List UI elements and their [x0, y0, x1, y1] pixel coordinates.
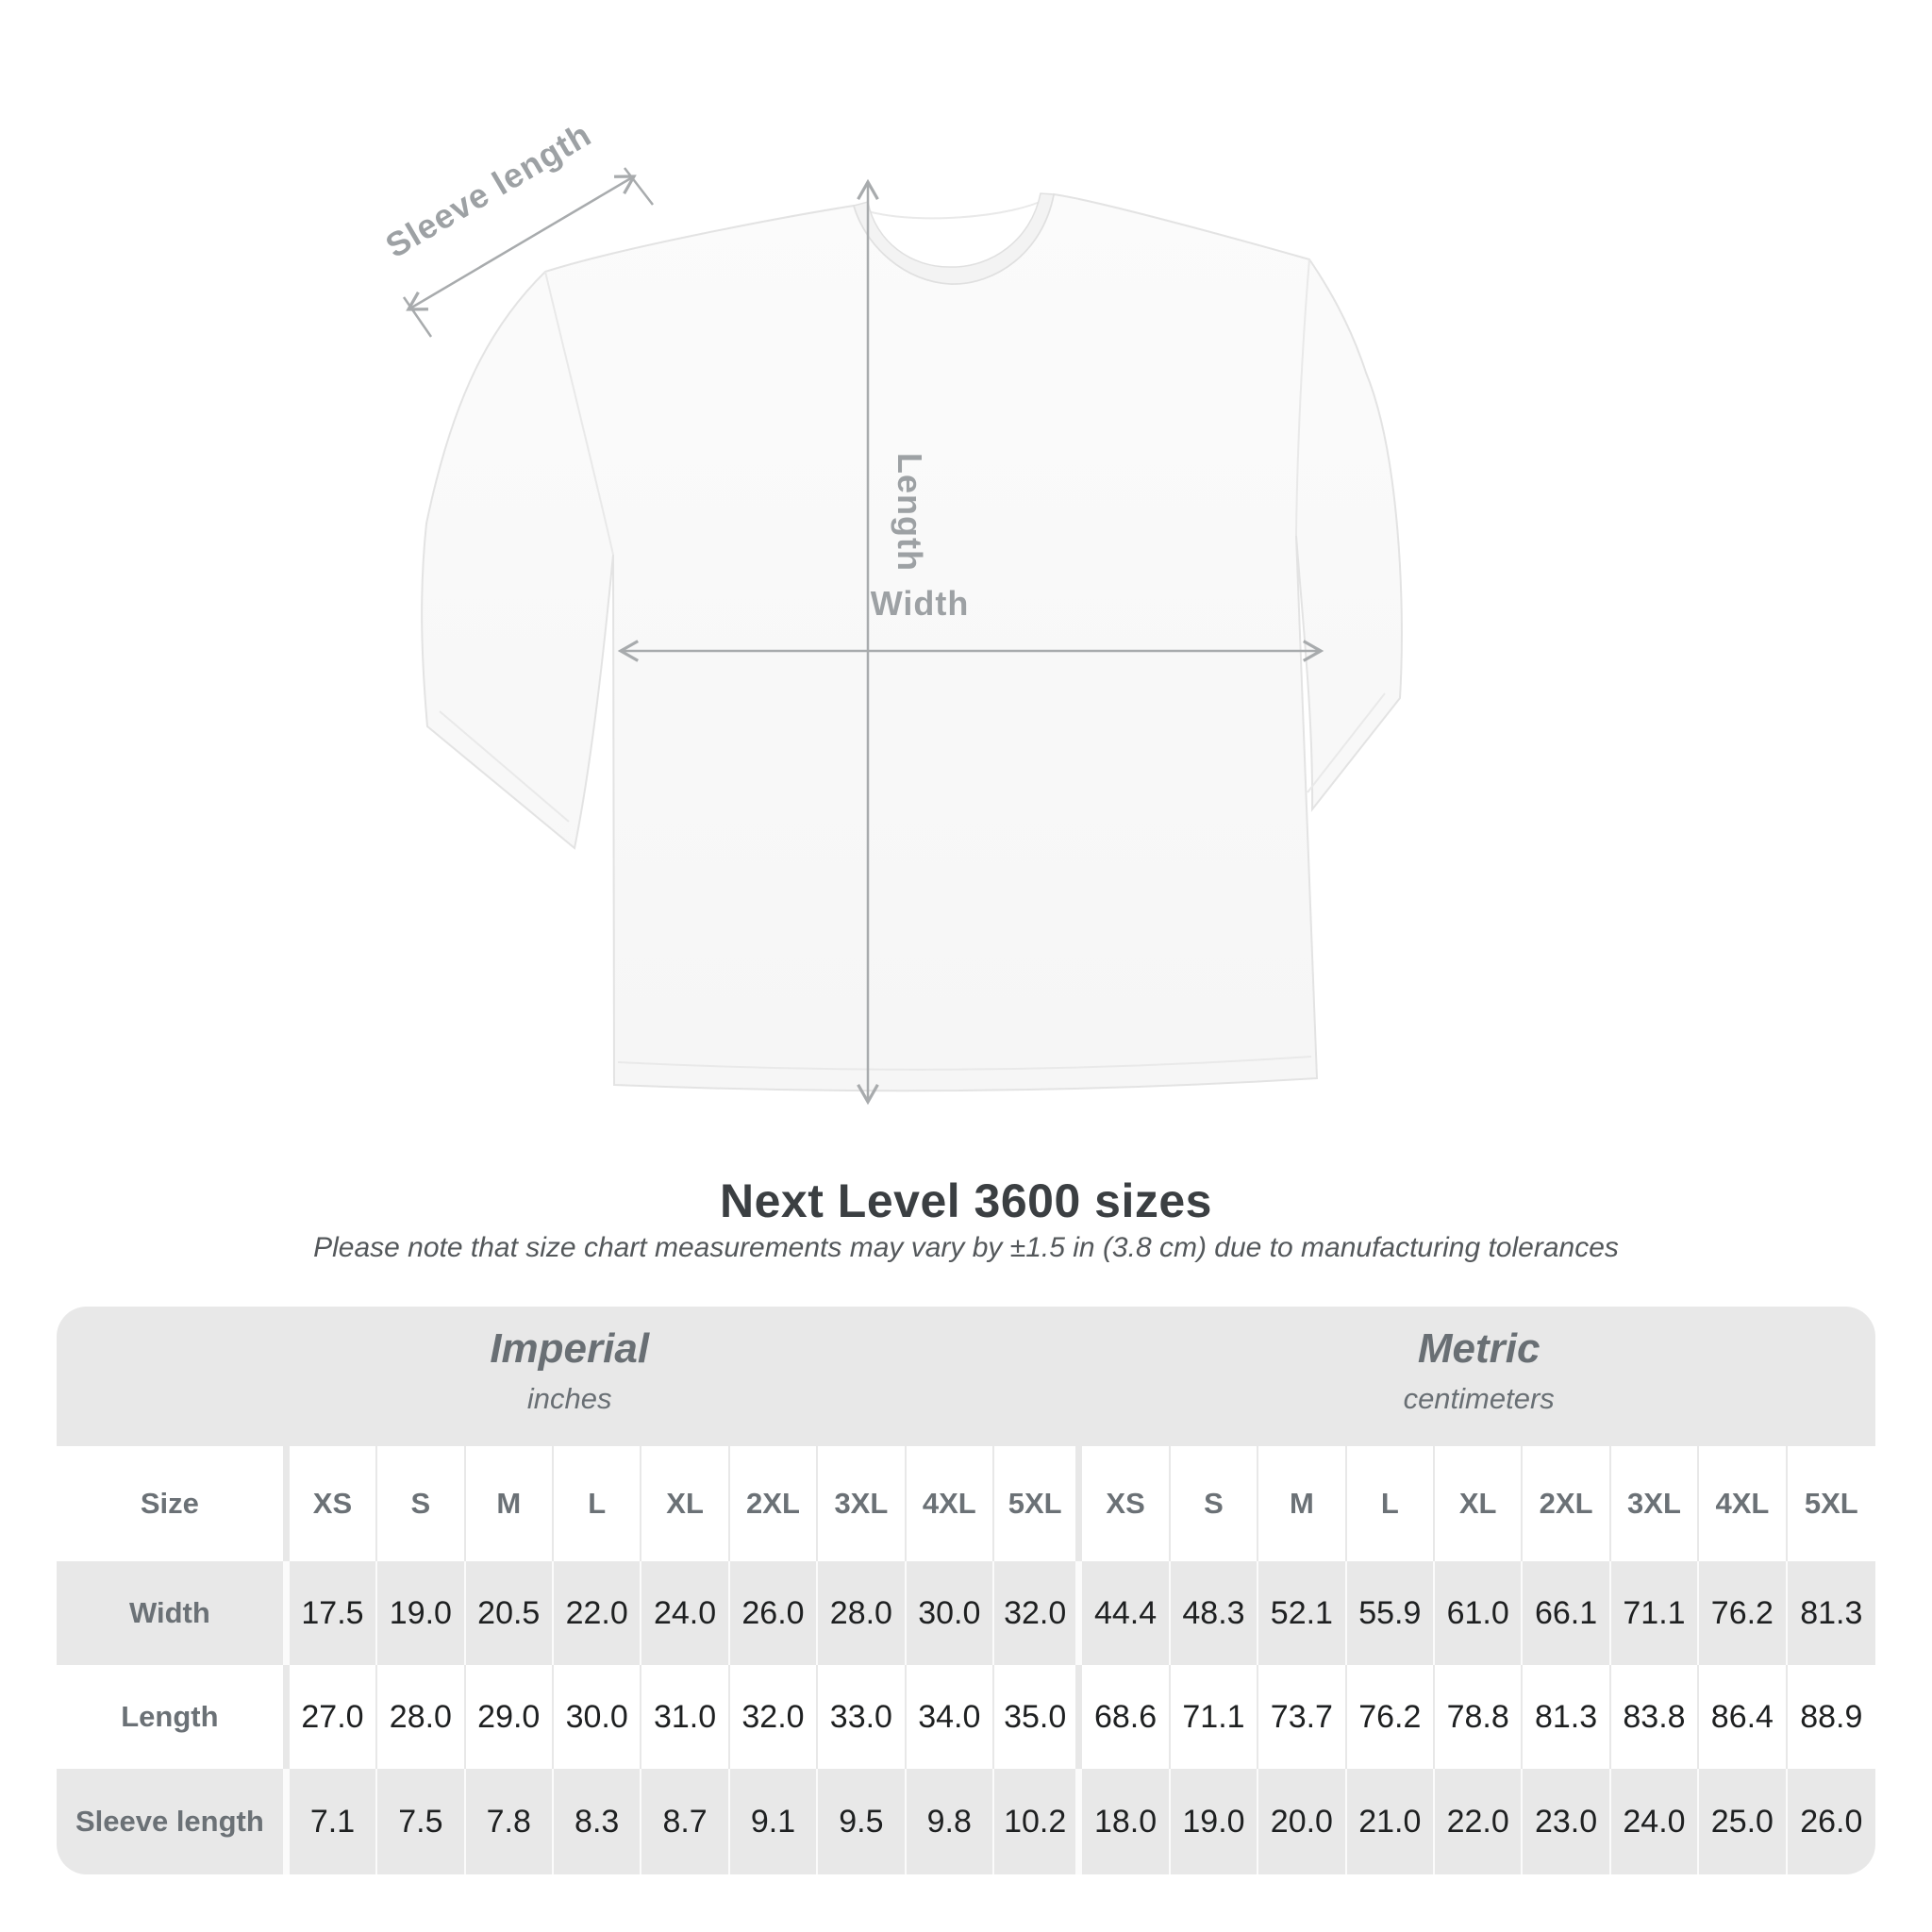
table-cell: 9.8	[907, 1769, 994, 1874]
size-col-header: 4XL	[907, 1446, 994, 1561]
table-cell: 26.0	[1800, 1803, 1863, 1840]
size-col-header: 3XL	[818, 1446, 906, 1561]
table-row	[57, 1769, 1875, 1874]
table-cell: 76.2	[1347, 1665, 1435, 1769]
page-title: Next Level 3600 sizes	[720, 1174, 1212, 1227]
corner-size-label: Size	[57, 1446, 290, 1561]
table-cell: 8.7	[641, 1769, 729, 1874]
size-col-header: 5XL	[1804, 1487, 1858, 1520]
table-cell: 20.0	[1258, 1769, 1346, 1874]
row-label: Length	[57, 1665, 290, 1769]
table-cell: 26.0	[730, 1561, 818, 1665]
row-label: Sleeve length	[57, 1769, 290, 1874]
table-cell: 52.1	[1258, 1561, 1346, 1665]
table-cell: 71.1	[1611, 1561, 1699, 1665]
unit-header-imperial	[57, 1307, 1082, 1446]
table-cell: 83.8	[1611, 1665, 1699, 1769]
table-cell: 17.5	[290, 1561, 377, 1665]
size-col-header: XL	[1435, 1446, 1523, 1561]
table-row	[57, 1561, 1875, 1665]
tolerance-note: Please note that size chart measurements may vary by ±1.5 in (3.8 cm) due to manufacturing tolerances	[313, 1232, 1619, 1263]
table-cell: 33.0	[818, 1665, 906, 1769]
table-cell: 19.0	[1171, 1769, 1258, 1874]
table-cell: 20.5	[466, 1561, 554, 1665]
table-cell: 48.3	[1171, 1561, 1258, 1665]
table-cell: 61.0	[1435, 1561, 1523, 1665]
table-cell: 28.0	[377, 1665, 465, 1769]
metric-label: Metric	[1417, 1325, 1541, 1372]
table-cell: 81.3	[1800, 1594, 1863, 1631]
size-col-header: 5XL	[994, 1446, 1082, 1561]
table-cell: 18.0	[1082, 1769, 1170, 1874]
table-cell: 86.4	[1699, 1665, 1787, 1769]
table-cell: 24.0	[641, 1561, 729, 1665]
size-col-header: 4XL	[1699, 1446, 1787, 1561]
table-cell: 31.0	[641, 1665, 729, 1769]
size-col-header: 2XL	[730, 1446, 818, 1561]
table-cell: 23.0	[1523, 1769, 1610, 1874]
table-cell: 30.0	[907, 1561, 994, 1665]
table-cell: 8.3	[554, 1769, 641, 1874]
table-cell: 10.2	[994, 1769, 1082, 1874]
table-cell: 32.0	[730, 1665, 818, 1769]
table-cell: 88.9	[1800, 1698, 1863, 1735]
size-col-header: S	[377, 1446, 465, 1561]
metric-sublabel: centimeters	[1403, 1382, 1555, 1415]
table-cell: 35.0	[994, 1665, 1082, 1769]
table-cell: 34.0	[907, 1665, 994, 1769]
imperial-label: Imperial	[490, 1325, 650, 1372]
size-table	[57, 1307, 1875, 1874]
table-cell: 27.0	[290, 1665, 377, 1769]
table-cell: 9.5	[818, 1769, 906, 1874]
table-cell: 22.0	[554, 1561, 641, 1665]
table-cell: 66.1	[1523, 1561, 1610, 1665]
size-header-row	[57, 1446, 1875, 1561]
table-cell: 78.8	[1435, 1665, 1523, 1769]
table-cell: 71.1	[1171, 1665, 1258, 1769]
size-col-header: M	[466, 1446, 554, 1561]
table-cell: 19.0	[377, 1561, 465, 1665]
width-label: Width	[870, 584, 970, 623]
sleeve-length-label: Sleeve length	[378, 114, 598, 266]
row-label: Width	[57, 1561, 290, 1665]
size-col-header: XS	[290, 1446, 377, 1561]
table-cell: 73.7	[1258, 1665, 1346, 1769]
table-cell: 7.5	[377, 1769, 465, 1874]
table-cell: 28.0	[818, 1561, 906, 1665]
size-col-header: S	[1171, 1446, 1258, 1561]
size-col-header: L	[554, 1446, 641, 1561]
table-cell: 32.0	[994, 1561, 1082, 1665]
table-cell: 76.2	[1699, 1561, 1787, 1665]
table-cell: 7.1	[290, 1769, 377, 1874]
size-col-header: 2XL	[1523, 1446, 1610, 1561]
table-cell: 81.3	[1523, 1665, 1610, 1769]
table-cell: 30.0	[554, 1665, 641, 1769]
size-col-header: XL	[641, 1446, 729, 1561]
length-label: Length	[891, 453, 929, 572]
table-row	[57, 1665, 1875, 1769]
unit-header-metric	[1082, 1307, 1875, 1446]
table-cell: 22.0	[1435, 1769, 1523, 1874]
table-cell: 25.0	[1699, 1769, 1787, 1874]
table-cell: 24.0	[1611, 1769, 1699, 1874]
size-col-header: M	[1258, 1446, 1346, 1561]
tshirt-illustration	[422, 193, 1402, 1091]
table-cell: 9.1	[730, 1769, 818, 1874]
size-table-rows	[57, 1446, 1875, 1874]
table-cell: 68.6	[1082, 1665, 1170, 1769]
size-col-header: L	[1347, 1446, 1435, 1561]
unit-header-row	[57, 1307, 1875, 1446]
imperial-sublabel: inches	[526, 1382, 612, 1415]
table-cell: 55.9	[1347, 1561, 1435, 1665]
size-col-header: 3XL	[1611, 1446, 1699, 1561]
table-cell: 7.8	[466, 1769, 554, 1874]
table-cell: 29.0	[466, 1665, 554, 1769]
size-col-header: XS	[1082, 1446, 1170, 1561]
table-cell: 44.4	[1082, 1561, 1170, 1665]
table-cell: 21.0	[1347, 1769, 1435, 1874]
